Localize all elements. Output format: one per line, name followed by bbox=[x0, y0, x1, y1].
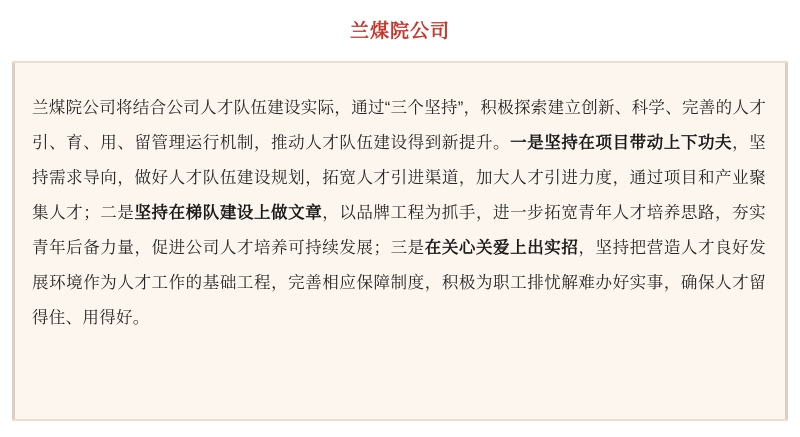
body-paragraph bbox=[12, 63, 788, 356]
body-run-6: ，坚持把营造人才良好发展环境作为人才工作的基础工程，完善相应保障制度，积极为职工排忧解难办好实事，确保人才留得住、用得好。 bbox=[32, 239, 766, 327]
document-title-bar bbox=[0, 0, 800, 61]
page-title: 兰煤院公司 bbox=[349, 21, 450, 42]
body-run-3: 坚持在梯队建设上做文章 bbox=[134, 204, 323, 222]
body-run-4: ，以品牌工程为抓手，进一步拓宽青年人才培养思路，夯实青年后备力量，促进公司人才培养可持续发展；三是 bbox=[32, 204, 766, 257]
body-run-0: 兰煤院公司将结合公司人才队伍建设实际，通过“三个坚持”，积极探索建立创新、科学、完善的人才引、育、用、留管理运行机制，推动人才队伍建设得到新提升。 bbox=[32, 99, 766, 152]
content-card bbox=[12, 61, 788, 421]
body-run-2: ，坚持需求导向，做好人才队伍建设规划，拓宽人才引进渠道，加大人才引进力度，通过项目和产业聚集人才；二是 bbox=[32, 134, 766, 222]
body-run-1: 一是坚持在项目带动上下功夫 bbox=[510, 134, 733, 152]
body-run-5: 在关心关爱上出实招 bbox=[424, 239, 579, 257]
